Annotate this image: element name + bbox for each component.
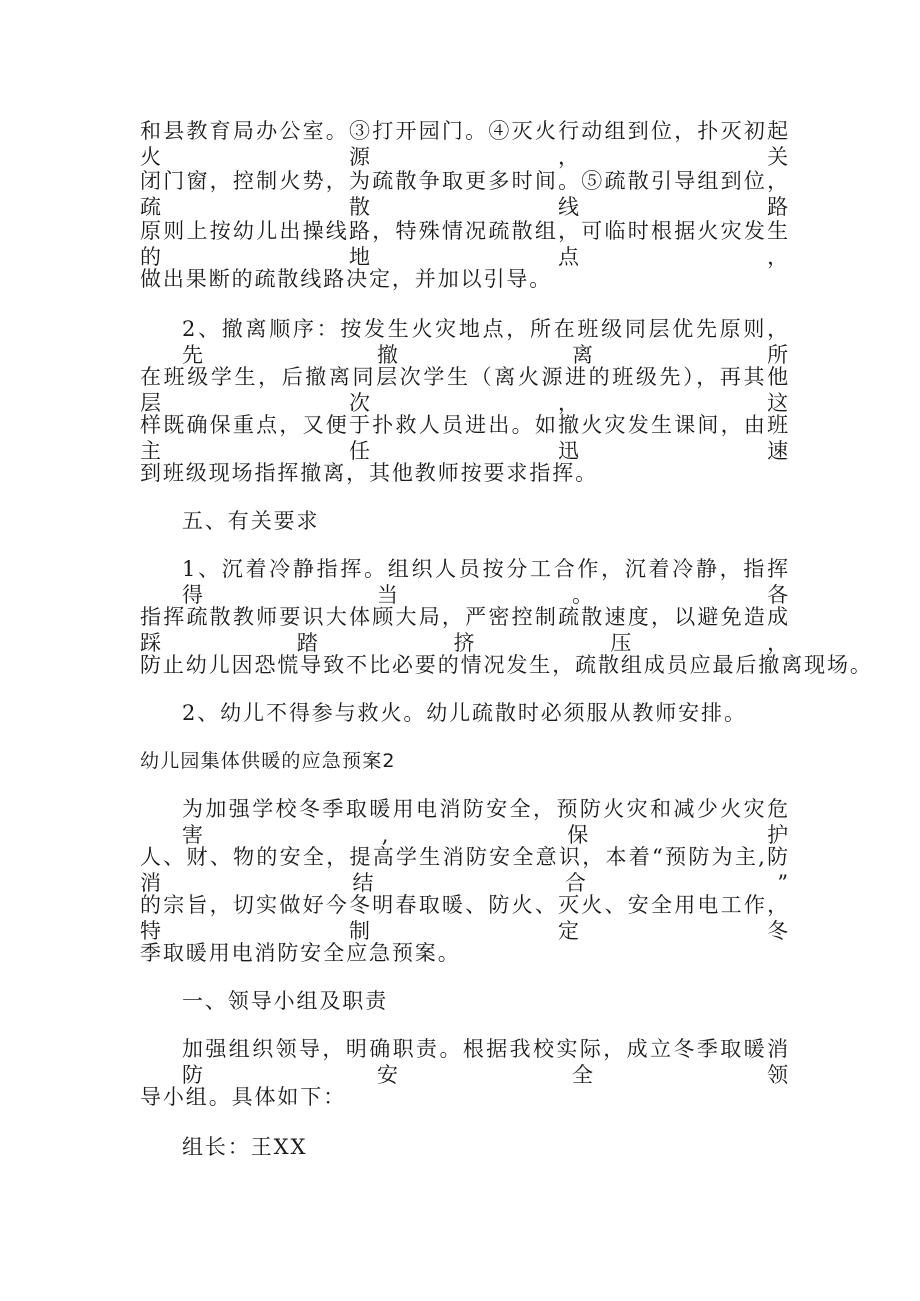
paragraph-line: 加强组织领导，明确职责。根据我校实际，成立冬季取暖消防安全领 bbox=[182, 1037, 790, 1087]
paragraph-line: 的宗旨，切实做好今冬明春取暖、防火、灭火、安全用电工作，特制定冬 bbox=[140, 893, 790, 943]
paragraph-line: 为加强学校冬季取暖用电消防安全，预防火灾和减少火灾危害,保护 bbox=[182, 797, 790, 847]
paragraph-line: 季取暖用电消防安全应急预案。 bbox=[140, 941, 461, 965]
paragraph-line: 样既确保重点，又便于扑救人员进出。如撤火灾发生课间，由班主任迅速 bbox=[140, 413, 790, 463]
paragraph-line: 原则上按幼儿出操线路，特殊情况疏散组，可临时根据火灾发生的地点， bbox=[140, 219, 790, 269]
paragraph-line: 1、沉着冷静指挥。组织人员按分工合作，沉着冷静，指挥得当。各 bbox=[182, 557, 790, 607]
section-heading: 五、有关要求 bbox=[182, 509, 320, 533]
paragraph-line: 2、撤离顺序：按发生火灾地点，所在班级同层优先原则，先撤离所 bbox=[182, 317, 790, 367]
paragraph-line: 在班级学生，后撤离同层次学生（离火源进的班级先），再其他层次，这 bbox=[140, 365, 790, 415]
paragraph-line: 和县教育局办公室。③打开园门。④灭火行动组到位，扑灭初起火源，关 bbox=[140, 119, 790, 169]
paragraph-line: 做出果断的疏散线路决定，并加以引导。 bbox=[140, 267, 553, 291]
paragraph-line: 指挥疏散教师要识大体顾大局，严密控制疏散速度，以避免造成踩踏挤压， bbox=[140, 605, 790, 655]
paragraph-line: 防止幼儿因恐慌导致不比必要的情况发生，疏散组成员应最后撤离现场。 bbox=[140, 653, 873, 677]
leader-line: 组长：王XX bbox=[182, 1135, 308, 1159]
paragraph-line: 闭门窗，控制火势，为疏散争取更多时间。⑤疏散引导组到位，疏散线路 bbox=[140, 169, 790, 219]
section-heading: 一、领导小组及职责 bbox=[182, 989, 389, 1013]
paragraph-line: 到班级现场指挥撤离，其他教师按要求指挥。 bbox=[140, 461, 598, 485]
plan-title: 幼儿园集体供暖的应急预案2 bbox=[140, 750, 396, 772]
paragraph-line: 2、幼儿不得参与救火。幼儿疏散时必须服从教师安排。 bbox=[182, 701, 747, 725]
paragraph-line: 人、财、物的安全，提高学生消防安全意识，本着“预防为主,防消结合” bbox=[140, 845, 790, 895]
paragraph-line: 导小组。具体如下： bbox=[140, 1085, 347, 1109]
